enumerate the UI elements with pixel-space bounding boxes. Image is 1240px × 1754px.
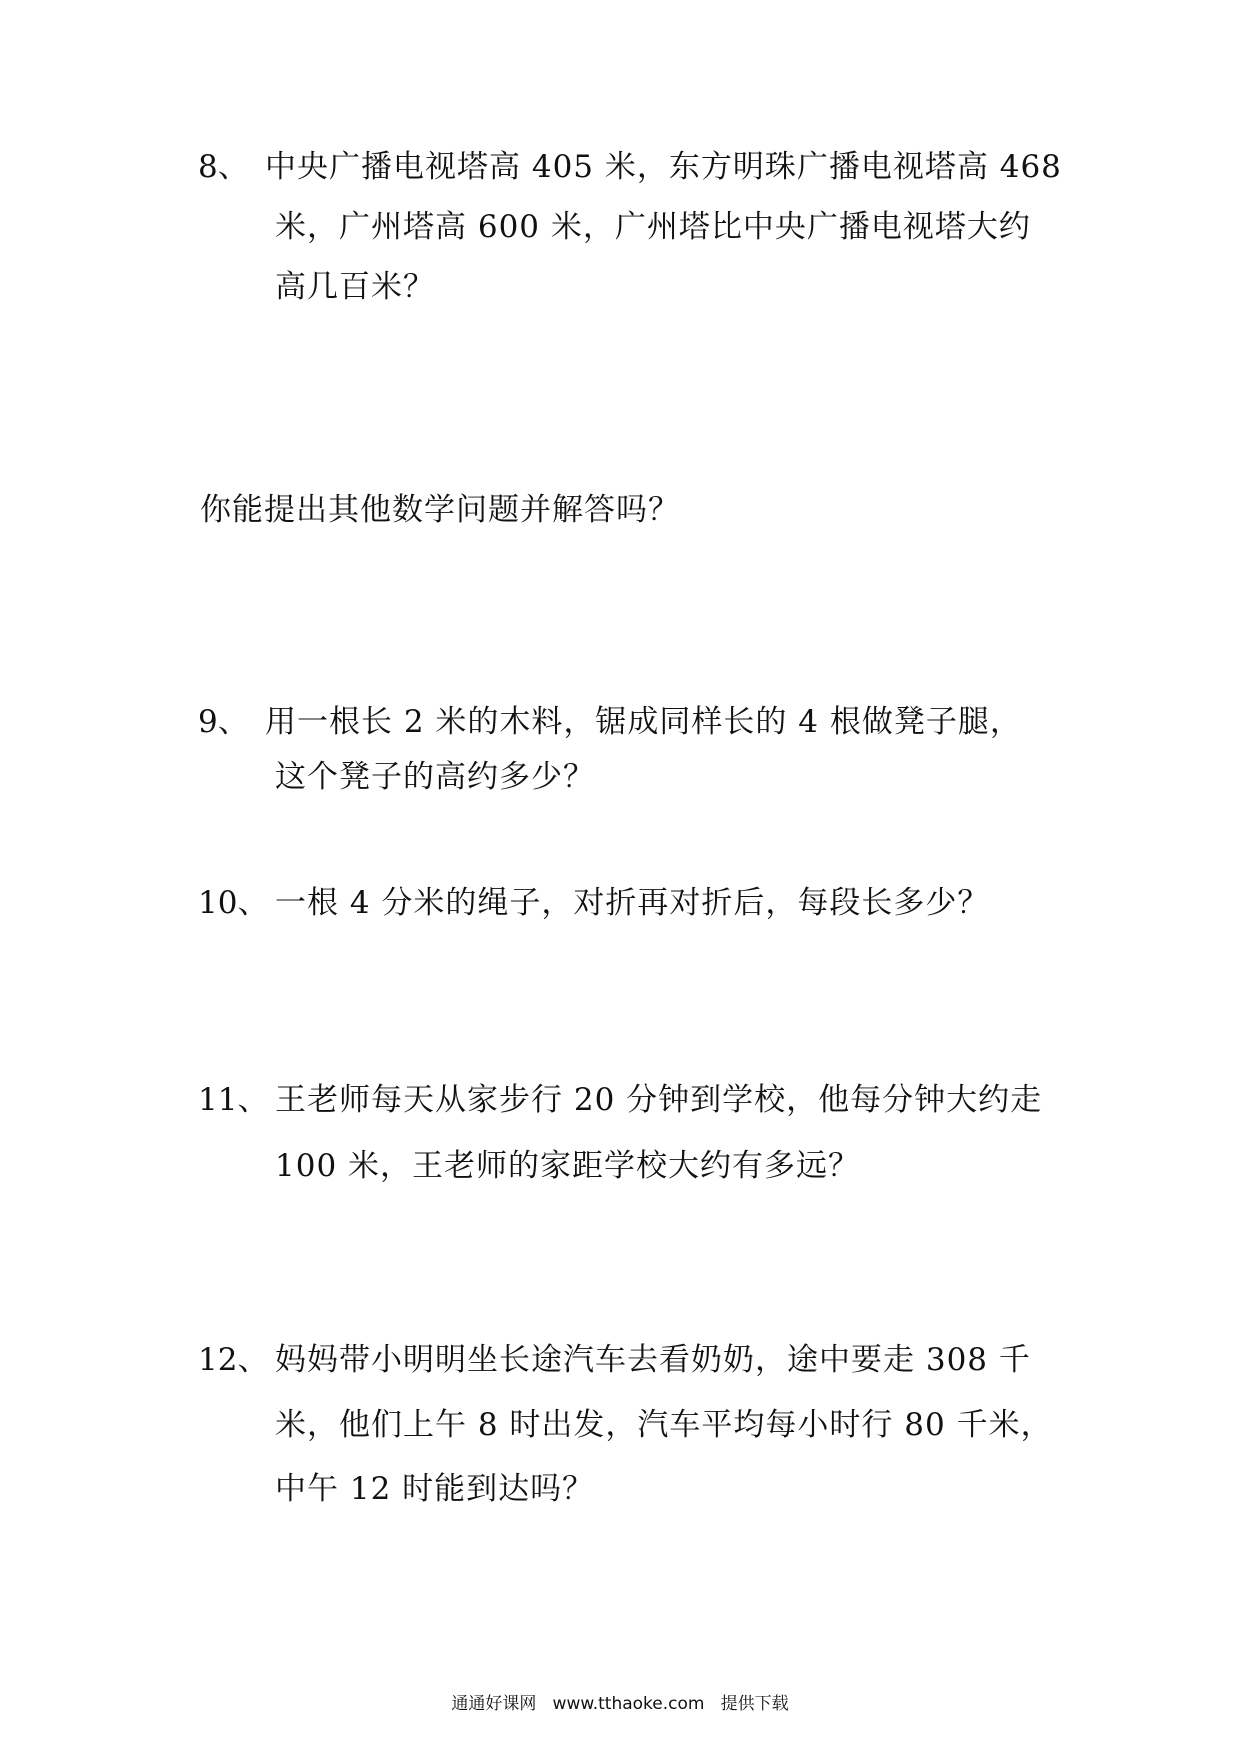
question-12-line-2: 米，他们上午 8 时出发，汽车平均每小时行 80 千米，	[275, 1407, 1053, 1443]
question-9-line-1: 用一根长 2 米的木料，锯成同样长的 4 根做凳子腿，	[265, 704, 1022, 740]
question-9-line-2: 这个凳子的高约多少？	[275, 759, 595, 795]
question-8-line-1: 中央广播电视塔高 405 米，东方明珠广播电视塔高 468	[265, 149, 1062, 185]
question-11-line-1: 王老师每天从家步行 20 分钟到学校，他每分钟大约走	[275, 1082, 1043, 1118]
question-10-number: 10、	[198, 885, 269, 921]
question-11-line-2: 100 米，王老师的家距学校大约有多远？	[275, 1148, 861, 1184]
question-9-number: 9、	[198, 704, 249, 740]
question-12-line-1: 妈妈带小明明坐长途汽车去看奶奶，途中要走 308 千	[275, 1342, 1031, 1378]
question-8-line-2: 米，广州塔高 600 米，广州塔比中央广播电视塔大约	[275, 209, 1031, 245]
footer-source-text: 通通好课网 www.tthaoke.com 提供下载	[451, 1694, 789, 1714]
question-11-number: 11、	[198, 1082, 269, 1118]
question-12-line-3: 中午 12 时能到达吗？	[275, 1471, 595, 1507]
question-8-number: 8、	[198, 149, 249, 185]
question-10-line-1: 一根 4 分米的绳子，对折再对折后，每段长多少？	[275, 885, 990, 921]
question-12-number: 12、	[198, 1342, 269, 1378]
extra-question-prompt: 你能提出其他数学问题并解答吗？	[200, 492, 680, 528]
question-8-line-3: 高几百米？	[275, 269, 435, 305]
